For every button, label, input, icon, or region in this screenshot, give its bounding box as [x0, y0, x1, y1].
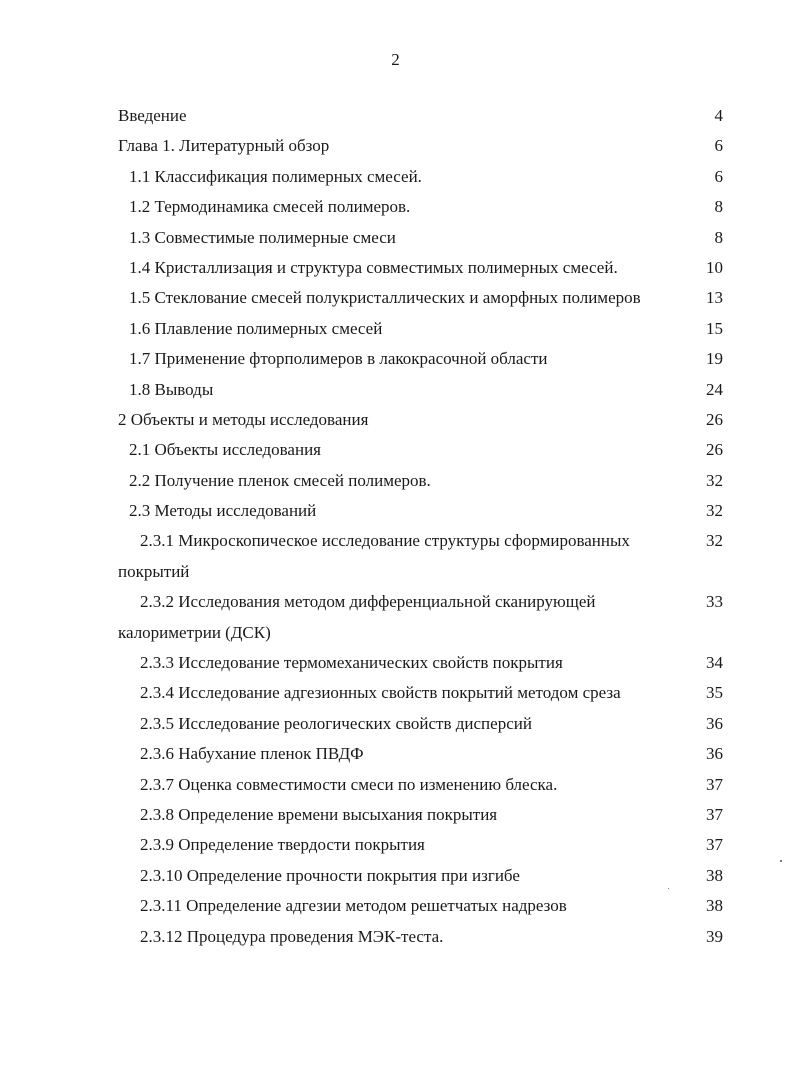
toc-entry-title: 1.4 Кристаллизация и структура совместимых полимерных смесей.	[129, 257, 618, 277]
toc-entry-page: 8	[714, 227, 723, 247]
toc-entry	[0, 192, 791, 222]
toc-entry-page: 6	[714, 166, 723, 186]
toc-entry-page: 4	[714, 106, 723, 125]
toc-entry-title: 2.3.9 Определение твердости покрытия	[140, 835, 425, 855]
toc-entry-title: 1.5 Стеклование смесей полукристаллических и аморфных полимеров	[129, 288, 641, 308]
toc-entry-page: 35	[706, 683, 723, 703]
toc-entry	[0, 648, 791, 678]
toc-entry	[0, 405, 791, 435]
toc-entry-page: 15	[706, 318, 723, 338]
toc-entry	[0, 223, 791, 253]
toc-entry-page: 33	[706, 592, 723, 612]
toc-entry	[0, 253, 791, 283]
toc-entry-continuation	[0, 618, 791, 648]
toc-entry	[0, 891, 791, 921]
toc-entry-page: 36	[706, 713, 723, 733]
toc-entry	[0, 800, 791, 830]
toc-entry-page: 37	[706, 835, 723, 855]
scan-speck	[668, 888, 669, 889]
toc-entry-page: 26	[706, 440, 723, 460]
table-of-contents	[0, 101, 791, 952]
toc-entry-title: 2.3.4 Исследование адгезионных свойств покрытий методом среза	[140, 683, 621, 703]
toc-entry	[0, 162, 791, 192]
toc-entry-page: 8	[714, 197, 723, 217]
toc-entry-page: 37	[706, 774, 723, 794]
toc-entry	[0, 466, 791, 496]
toc-entry	[0, 587, 791, 617]
toc-entry-title: 1.7 Применение фторполимеров в лакокрасочной области	[129, 349, 548, 369]
toc-entry-page: 32	[706, 470, 723, 490]
toc-entry-title: 2.3 Методы исследований	[129, 501, 317, 521]
toc-entry-title: 1.1 Классификация полимерных смесей.	[129, 166, 422, 186]
toc-entry	[0, 830, 791, 860]
toc-entry-title: 2.3.11 Определение адгезии методом решетчатых надрезов	[140, 896, 567, 916]
toc-entry-page: 34	[706, 653, 723, 673]
toc-entry	[0, 496, 791, 526]
toc-entry-title: 2.3.7 Оценка совместимости смеси по изменению блеска.	[140, 774, 558, 794]
toc-entry-title: калориметрии (ДСК)	[118, 622, 271, 642]
toc-entry-title: 2.3.8 Определение времени высыхания покрытия	[140, 804, 498, 824]
toc-entry-title: 1.2 Термодинамика смесей полимеров.	[129, 197, 411, 217]
toc-entry-title: 2.3.12 Процедура проведения МЭК-теста.	[140, 926, 444, 946]
toc-entry-title: 2.3.2 Исследования методом дифференциальной сканирующей	[140, 592, 596, 612]
toc-entry-page: 13	[706, 288, 723, 308]
toc-entry	[0, 283, 791, 313]
toc-entry-title: 2.2 Получение пленок смесей полимеров.	[129, 470, 431, 490]
toc-entry-title: 1.3 Совместимые полимерные смеси	[129, 227, 396, 247]
toc-entry	[0, 739, 791, 769]
toc-entry-page: 19	[706, 349, 723, 369]
toc-entry-page: 37	[706, 804, 723, 824]
toc-entry-page: 26	[706, 409, 723, 429]
toc-entry-title: 2.3.1 Микроскопическое исследование структуры сформированных	[140, 531, 630, 551]
toc-entry	[0, 526, 791, 556]
toc-entry	[0, 101, 791, 131]
toc-entry	[0, 770, 791, 800]
toc-entry-title: 2.3.5 Исследование реологических свойств дисперсий	[140, 713, 532, 733]
toc-entry	[0, 922, 791, 952]
toc-entry-page: 24	[706, 379, 723, 399]
toc-entry-title: 1.8 Выводы	[129, 379, 214, 399]
toc-entry-page: 39	[706, 926, 723, 946]
toc-entry	[0, 131, 791, 161]
toc-entry-title: Введение	[118, 106, 187, 125]
toc-entry	[0, 344, 791, 374]
toc-entry	[0, 678, 791, 708]
toc-entry-page: 32	[706, 531, 723, 551]
toc-entry-page: 6	[714, 136, 723, 156]
page-number: 2	[391, 50, 400, 69]
toc-entry	[0, 435, 791, 465]
toc-entry-title: 2 Объекты и методы исследования	[118, 409, 369, 429]
toc-entry	[0, 861, 791, 891]
toc-entry	[0, 314, 791, 344]
scan-speck	[780, 860, 782, 862]
toc-entry	[0, 709, 791, 739]
toc-entry-page: 36	[706, 744, 723, 764]
toc-entry-title: 1.6 Плавление полимерных смесей	[129, 318, 383, 338]
toc-entry-continuation	[0, 557, 791, 587]
toc-entry-title: 2.3.3 Исследование термомеханических свойств покрытия	[140, 653, 563, 673]
toc-entry-title: покрытий	[118, 561, 190, 581]
toc-entry-title: 2.1 Объекты исследования	[129, 440, 321, 460]
toc-entry-page: 38	[706, 865, 723, 885]
toc-entry-title: 2.3.10 Определение прочности покрытия при изгибе	[140, 865, 520, 885]
toc-entry-page: 10	[706, 257, 723, 277]
toc-entry-page: 32	[706, 501, 723, 521]
toc-entry-title: Глава 1. Литературный обзор	[118, 136, 330, 156]
toc-entry	[0, 375, 791, 405]
toc-entry-title: 2.3.6 Набухание пленок ПВДФ	[140, 744, 364, 764]
toc-entry-page: 38	[706, 896, 723, 916]
